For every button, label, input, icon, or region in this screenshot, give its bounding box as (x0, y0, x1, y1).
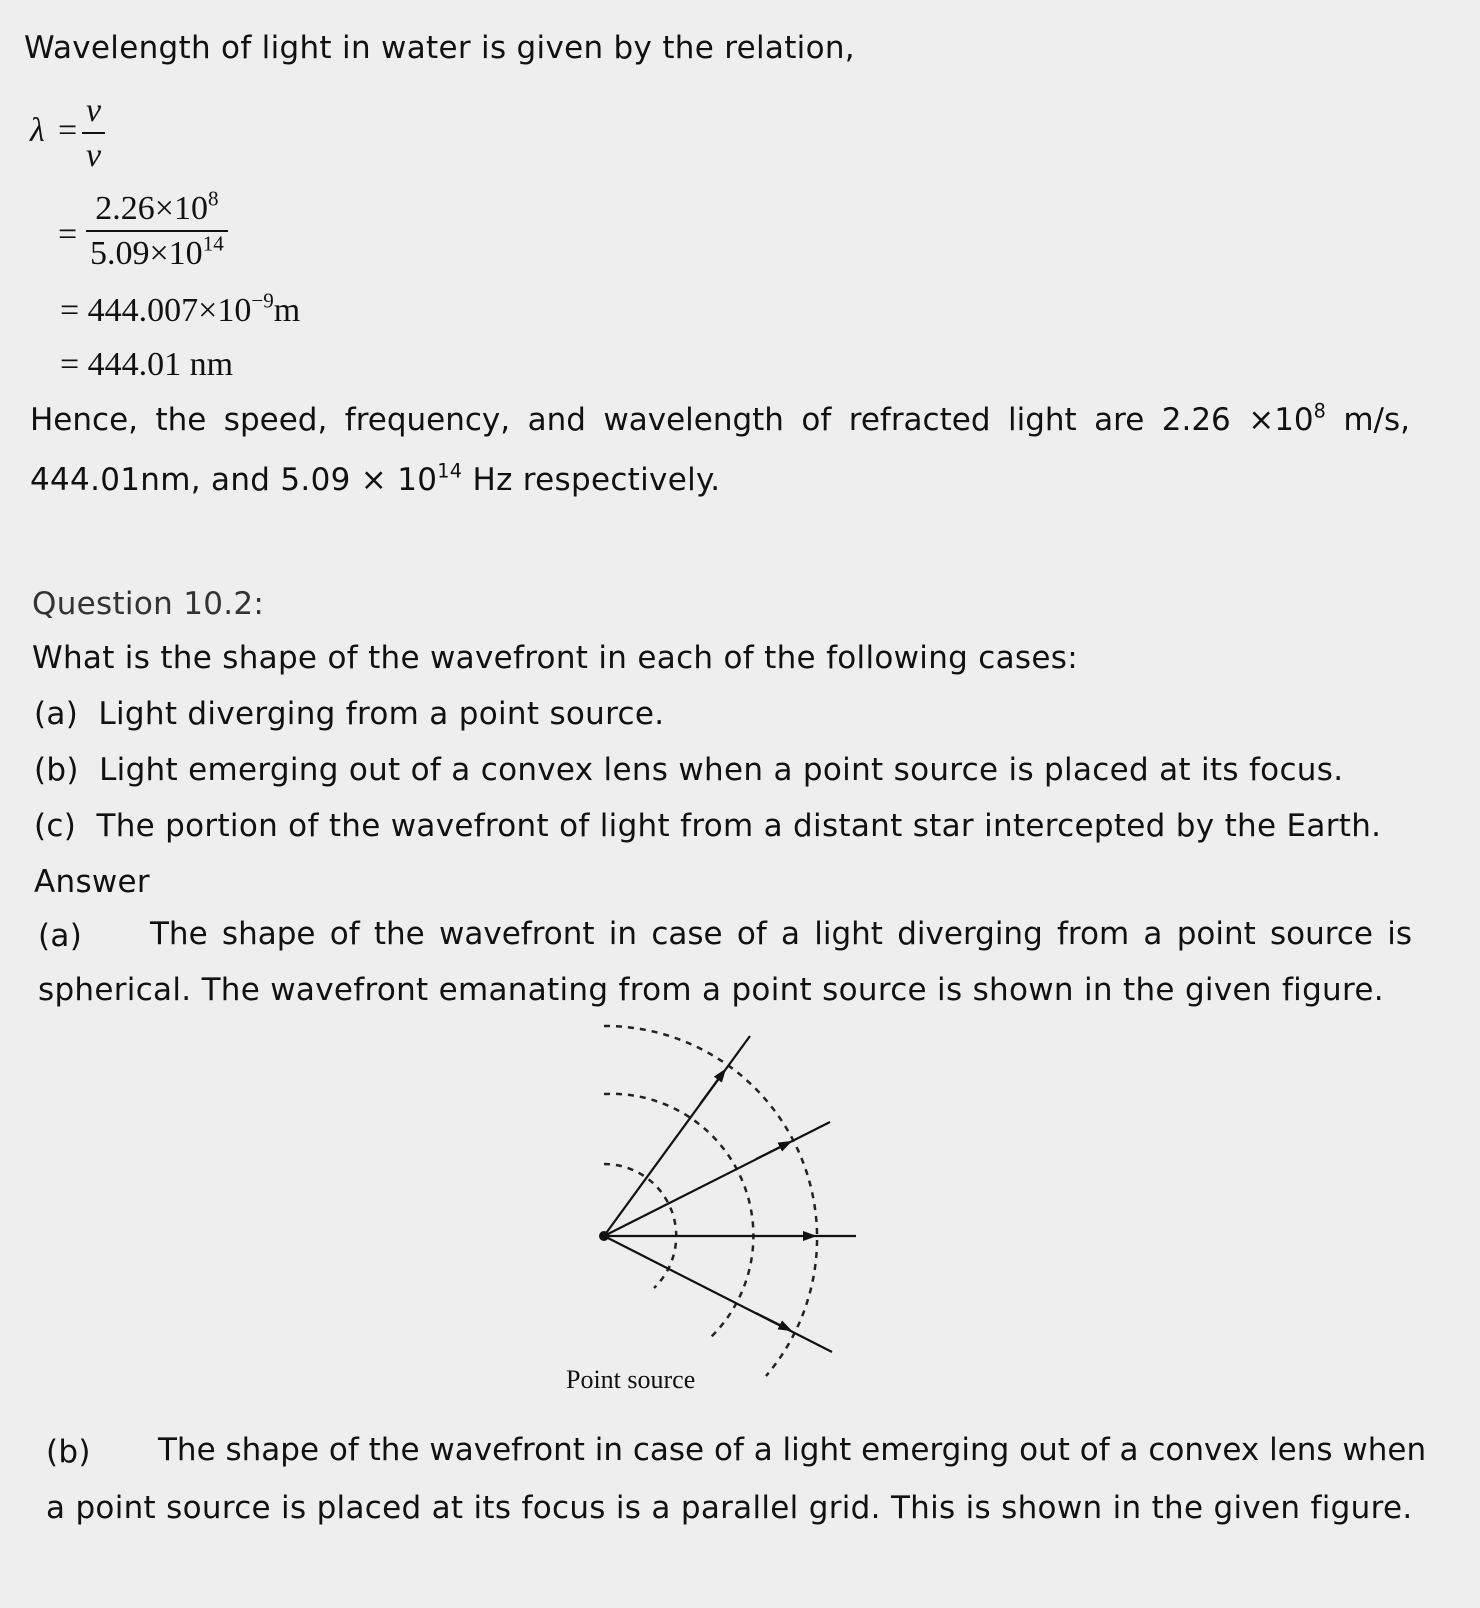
fraction-numerator (91, 186, 222, 227)
wavefront-arc-outer (604, 1026, 817, 1376)
answer-a-line-1: The shape of the wavefront in case of a light diverging from a point source is (150, 916, 1412, 952)
conclusion-text: Hence, the speed, frequency, and wavelength of refracted light are 2.26 ×10 (30, 402, 1314, 438)
fraction-numerator: v (86, 92, 102, 129)
equals-sign-2: = (58, 216, 78, 253)
fraction-bar (82, 132, 105, 134)
ray-2-arrow (756, 1144, 786, 1159)
item-label: (a) (34, 696, 79, 732)
conclusion-line-2 (30, 459, 721, 498)
conclusion-exponent: 8 (1313, 399, 1326, 423)
ray-4-arrow (756, 1313, 786, 1328)
ray-4 (604, 1236, 832, 1352)
point-source-dot (599, 1231, 609, 1241)
conclusion-text: m/s, (1325, 402, 1410, 438)
answer-b-line-2: a point source is placed at its focus is a parallel grid. This is shown in the given figure. (46, 1490, 1413, 1526)
step3-exponent: −9 (251, 288, 274, 313)
item-label: (b) (34, 752, 79, 788)
ray-1 (604, 1036, 750, 1236)
spherical-wavefront-figure (560, 1020, 880, 1420)
intro-text: Wavelength of light in water is given by the relation, (24, 30, 855, 66)
question-item-b (34, 752, 1343, 788)
conclusion-exponent: 14 (437, 459, 463, 483)
answer-b-label: (b) (46, 1434, 91, 1470)
answer-label: Answer (34, 864, 150, 900)
ray-1-arrow (700, 1074, 722, 1104)
numerator-exponent: 8 (207, 186, 219, 211)
question-label: Question 10.2: (32, 586, 265, 622)
answer-a-line-2: spherical. The wavefront emanating from a point source is shown in the given figure. (38, 972, 1384, 1008)
numerator-base: 2.26×10 (95, 190, 208, 227)
item-text: Light diverging from a point source. (98, 696, 665, 732)
conclusion-line-1 (30, 399, 1410, 438)
item-text: The portion of the wavefront of light from a distant star intercepted by the Earth. (96, 808, 1382, 844)
question-item-a (34, 696, 664, 732)
answer-b-line-1: The shape of the wavefront in case of a light emerging out of a convex lens when (158, 1432, 1427, 1468)
fraction-denominator: ν (86, 137, 102, 175)
conclusion-text: Hz respectively. (462, 462, 721, 498)
fraction-v-over-nu (82, 92, 105, 175)
lambda-symbol: λ (30, 112, 45, 149)
step3-unit: m (273, 292, 301, 329)
denominator-base: 5.09×10 (90, 235, 203, 273)
equation-step-3 (60, 288, 301, 330)
denominator-exponent: 14 (202, 231, 224, 256)
answer-a-label: (a) (38, 918, 83, 954)
equation-step-4: = 444.01 nm (60, 346, 234, 383)
fraction-values (86, 186, 228, 273)
step3-base: = 444.007×10 (60, 292, 252, 329)
fraction-denominator (86, 231, 228, 273)
figure-caption: Point source (566, 1365, 696, 1394)
equals-sign-1: = (58, 112, 78, 149)
conclusion-text: 444.01nm, and 5.09 × 10 (30, 462, 438, 498)
wavefront-arc-inner (604, 1164, 676, 1288)
item-label: (c) (34, 808, 77, 844)
question-item-c (34, 808, 1381, 844)
question-prompt: What is the shape of the wavefront in each of the following cases: (32, 640, 1078, 676)
item-text: Light emerging out of a convex lens when a point source is placed at its focus. (99, 752, 1344, 788)
